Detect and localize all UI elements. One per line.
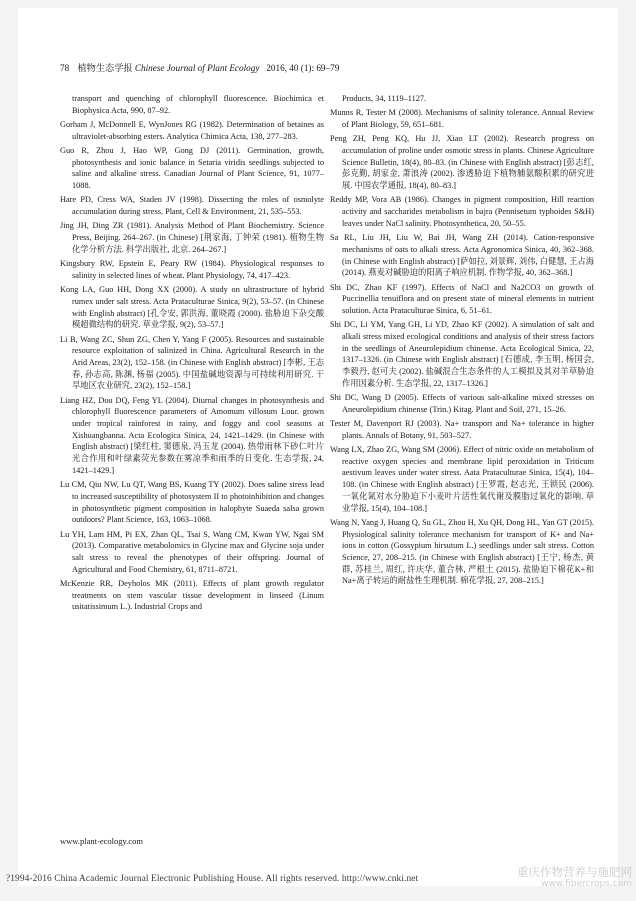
- reference-entry: Kong LA, Guo HH, Dong XX (2000). A study on ultrastructure of hybrid rumex under salt stress. Acta Prataculturae Sinica, 9(2), 53–57. (in Chinese with English abstract) [孔令安, 郭洪海, 董晓霞 (2000). 盐胁迫下杂交酸模超微结构的研究. 草业学报, 9(2), 53–57.]: [60, 285, 324, 330]
- site-watermark: [517, 866, 632, 890]
- reference-entry: Hare PD, Cress WA, Staden JV (1998). Dissecting the roles of osmolyte accumulation during stress. Plant, Cell & Environment, 21, 535–553.: [60, 195, 324, 217]
- reference-entry: Liang HZ, Dou DQ, Feng YL (2004). Diurnal changes in photosynthesis and chlorophyll fluorescence parameters of Amomum villosum Lour. grown under tropical rainforest in rainy, and foggy and cool seasons at Xishuangbanna. Acta Ecologica Sinica, 24, 1421–1429. (in Chinese with English abstract) [梁红柱, 窦德泉, 冯玉龙 (2004). 热带雨林下砂仁叶片光合作用和叶绿素荧光参数在雾凉季和雨季的日变化. 生态学报, 24, 1421–1429.]: [60, 395, 324, 475]
- reference-entry: Sa RL, Liu JH, Liu W, Bai JH, Wang ZH (2014). Cation-responsive mechanisms of oats to alkali stress. Acta Agronomica Sinica, 40, 362–368. (in Chinese with English abstract) [萨如拉, 刘景辉, 刘伟, 白健慧, 王占海 (2014). 燕麦对碱胁迫的阳离子响应机制. 作物学报, 40, 362–368.]: [330, 233, 594, 278]
- reference-entry: Tester M, Davenport RJ (2003). Na+ transport and Na+ tolerance in higher plants. Annals of Botany, 91, 503–527.: [330, 419, 594, 440]
- page-number: 78: [60, 63, 70, 73]
- reference-entry: Li B, Wang ZC, Shun ZG, Chen Y, Yang F (2005). Resources and sustainable resource exploitation of salinized in China. Agricultural Research in the Arid Areas, 23(2), 152–158. (in Chinese with English abstract) [李彬, 王志春, 孙志高, 陈渊, 杨福 (2005). 中国盐碱地资源与可持续利用研究. 干旱地区农业研究, 23(2), 152–158.]: [60, 334, 324, 391]
- watermark-url: www.fibercrops.com: [541, 879, 632, 889]
- reference-entry: Jing JH, Ding ZR (1981). Analysis Method of Plant Biochemistry. Science Press, Beijing. 264–267. (in Chinese) [荆家海, 丁钟荣 (1981). 植物生物化学分析方法. 科学出版社, 北京. 264–267.]: [60, 221, 324, 254]
- reference-entry: Products, 34, 1119–1127.: [342, 94, 427, 103]
- reference-entry: Wang N, Yang J, Huang Q, Su GL, Zhou H, Xu QH, Dong HL, Yan GT (2015). Physiological salinity tolerance mechanism for transport of K+ and Na+ ions in cotton (Gossypium hirsutum L.) seedlings under salt stress. Cotton Science, 27, 208–215. (in Chinese with English abstract) [王宁, 杨杰, 黄群, 苏桂兰, 周红, 许庆华, 董合林, 严根土 (2015). 盐胁迫下棉花K+和Na+离子转运的耐盐性生理机制. 棉花学报, 27, 208–215.]: [330, 517, 594, 586]
- reference-entry: Wang LX, Zhao ZG, Wang SM (2006). Effect of nitric oxide on metabolism of reactive oxygen species and membrane lipid peroxidation in Triticum aestivum leaves under water stress. Aata Prataculturae Sinica, 15(4), 104–108. (in Chinese with English abstract) [王罗霞, 赵志光, 王锁民 (2006). 一氧化氮对水分胁迫下小麦叶片活性氧代谢及膜脂过氧化的影响. 草业学报, 15(4), 104–108.]: [330, 445, 594, 513]
- reference-entry: transport and quenching of chlorophyll fluorescence. Biochimica et Biophysica Acta, 990, 87–92.: [72, 94, 324, 115]
- reference-entry: Lu CM, Qiu NW, Lu QT, Wang BS, Kuang TY (2002). Does saline stress lead to increased susceptibility of photosystem II to photoinhibition and changes in photosynthetic pigment composition in halophyte Suaeda salsa grown outdoors? Plant Science, 163, 1063–1068.: [60, 480, 324, 525]
- journal-title-cn: 植物生态学报: [77, 63, 133, 73]
- reference-entry: Gorham J, McDonnell E, WynJones RG (1982). Determination of betaines as ultraviolet-absorbing esters. Analytica Chimica Acta, 138, 277–283.: [60, 120, 324, 141]
- reference-entry: Shi DC, Li YM, Yang GH, Li YD, Zhao KF (2002). A simulation of salt and alkali stress mixed ecological conditions and analysis of their stress factors in the seedlings of Aneurolepidium chinense. Acta Ecological Sinica, 22, 1317–1326. (in Chinese with English abstract) [石德成, 李玉明, 杨国会, 李毅丹, 赵可夫 (2002). 盐碱混合生态条件的人工模拟及其对羊草胁迫作用因素分析. 生态学报, 22, 1317–1326.]: [330, 320, 594, 388]
- reference-entry: Munns R, Tester M (2008). Mechanisms of salinity tolerance. Annual Review of Plant Biology, 59, 651–681.: [330, 108, 594, 129]
- reference-entry: Kingsbury RW, Epstein E, Peary RW (1984). Physiological responses to salinity in selected lines of wheat. Plant Physiology, 74, 417–423.: [60, 259, 324, 280]
- running-header: [60, 60, 339, 74]
- reference-entry: McKenzie RR, Deyholos MK (2011). Effects of plant growth regulator treatments on stem vascular tissue development in linseed (Linum usitatissimum L.). Industrial Crops and: [60, 578, 324, 612]
- reference-entry: Shi DC, Zhao KF (1997). Effects of NaCl and Na2CO3 on growth of Puccinellia tenuiflora and on present state of mineral elements in nutrient solution. Acta Prataculturae Sinica, 6, 51–61.: [330, 282, 594, 315]
- reference-entry: Lu YH, Lam HM, Pi EX, Zhan QL, Tsai S, Wang CM, Kwan YW, Ngai SM (2013). Comparative metabolomics in Glycine max and Glycine soja under salt stress to reveal the phenotypes of their offspring. Journal of Agricultural and Food Chemistry, 61, 8711–8721.: [60, 529, 324, 574]
- copyright-line: ?1994-2016 China Academic Journal Electronic Publishing House. All rights reserved. http://www.cnki.net: [6, 874, 419, 884]
- reference-column-left: [60, 93, 324, 616]
- reference-entry: Reddy MP, Vora AB (1986). Changes in pigment composition, Hill reaction activity and saccharides metabolism in bajra (Pennisetum typhoides S&H) leaves under NaCl salinity. Photosynthetica, 20, 50–55.: [330, 195, 594, 228]
- reference-entry: Peng ZH, Peng KQ, Hu JJ, Xiao LT (2002). Research progress on accumulation of proline under osmotic stress in plants. Chinese Agriculture Science Bulletin, 18(4), 80–83. (in Chinese with English abstract) [彭志红, 彭克勤, 胡家金, 萧浪涛 (2002). 渗透胁迫下植物脯氨酸积累的研究进展. 中国农学通报, 18(4), 80–83.]: [330, 134, 594, 191]
- journal-title-en: Chinese Journal of Plant Ecology: [134, 63, 260, 73]
- reference-entry: Guo R, Zhou J, Hao WP, Gong DJ (2011). Germination, growth, photosynthesis and ionic balance in Setaria viridis seedlings subjected to saline and alkaline stress. Canadian Journal of Plant Science, 91, 1077–1088.: [60, 146, 324, 191]
- reference-entry: Shi DC, Wang D (2005). Effects of various salt-alkaline mixed stresses on Aneurolepidium chinense (Trin.) Kitag. Plant and Soil, 271, 15–26.: [330, 393, 594, 414]
- volume-info: 2016, 40 (1): 69–79: [266, 63, 340, 73]
- journal-website: www.plant-ecology.com: [60, 836, 143, 846]
- reference-column-right: [330, 93, 594, 590]
- watermark-text: 重庆作物营养与施肥网: [517, 865, 632, 879]
